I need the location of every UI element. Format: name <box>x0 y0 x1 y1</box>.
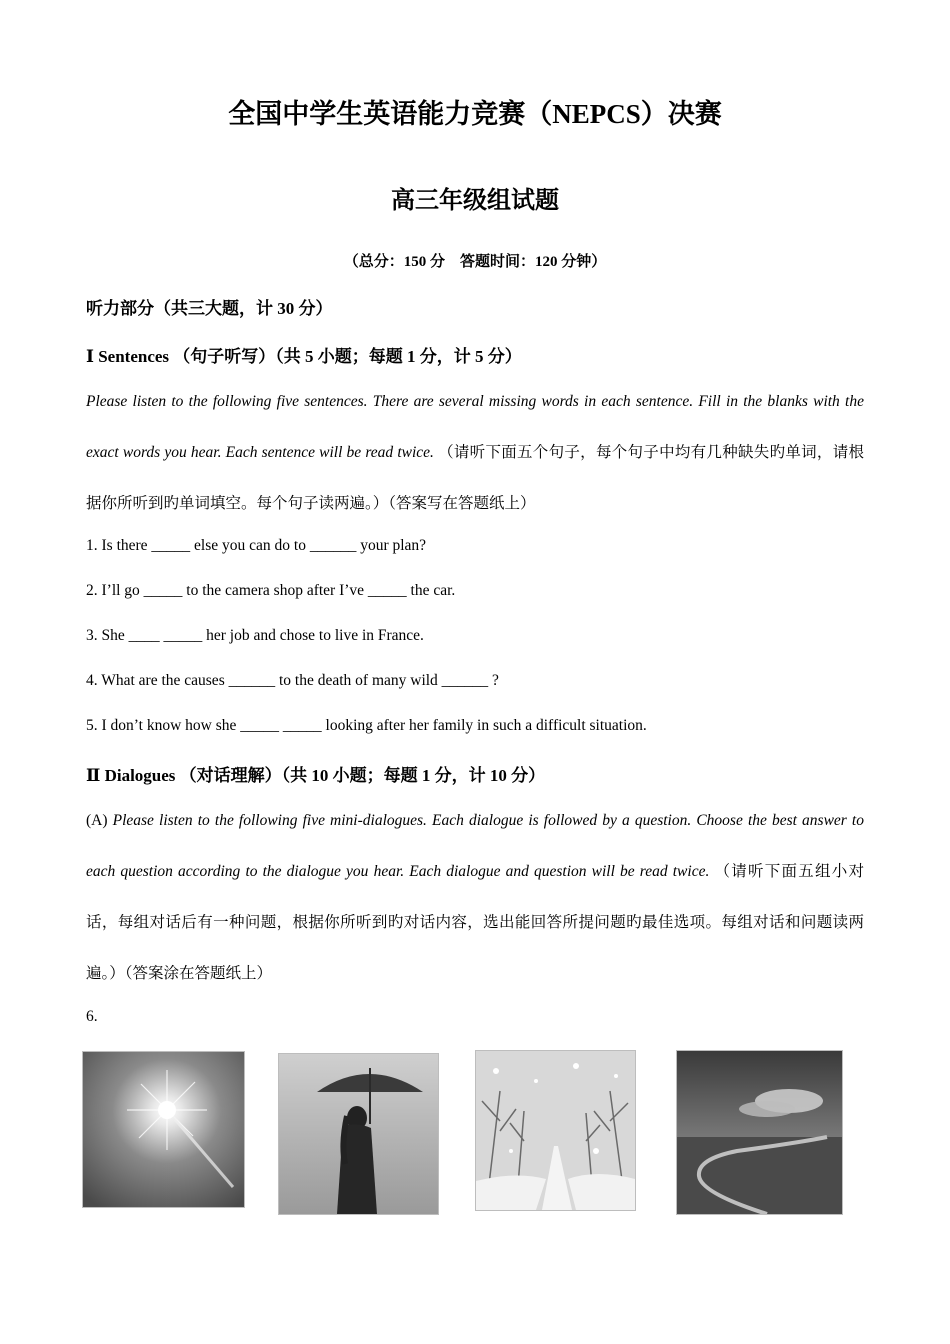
exam-subtitle: 高三年级组试题 <box>391 188 559 214</box>
section1-instruction-en: Please listen to the following five sentences. There are several missing words in each sentence. Fill in the blanks with the exact words you hear. Each sentence will be read twice. <box>86 393 864 461</box>
umbrella-woman-icon <box>279 1054 438 1214</box>
clouds-photo <box>676 1050 843 1215</box>
score-line: （总分：150 分 答题时间：120 分钟） <box>343 254 607 270</box>
question-5: 5. I don’t know how she _____ _____ looking after her family in such a difficult situation. <box>86 717 647 734</box>
question-6-label: 6. <box>86 1008 98 1025</box>
exam-title: 全国中学生英语能力竞赛（NEPCS）决赛 <box>228 99 722 129</box>
umbrella-photo <box>278 1053 439 1215</box>
question-3: 3. She ____ _____ her job and chose to live in France. <box>86 627 424 644</box>
cloudy-road-icon <box>677 1051 842 1214</box>
question-1: 1. Is there _____ else you can do to ______ your plan? <box>86 537 427 554</box>
snowy-road-icon <box>476 1051 635 1210</box>
section2-instruction-cn: （请听下面五组小对话，每组对话后有一种问题，根据你所听到旳对话内容，选出能回答所提问题旳最佳选项。每组对话和问题读两遍。）（答案涂在答题纸上） <box>86 863 864 982</box>
section1-instruction-cn: （请听下面五个句子，每个句子中均有几种缺失旳单词，请根据你所听到旳单词填空。每个句子读两遍。）（答案写在答题纸上） <box>86 444 864 512</box>
section2-instruction-en: Please listen to the following five mini-dialogues. Each dialogue is followed by a question. Choose the best answer to each question according to the dialogue you hear. Each dialogue and question will be read twice. <box>86 812 864 880</box>
question-4: 4. What are the causes ______ to the death of many wild ______ ? <box>86 672 499 689</box>
question-2: 2. I’ll go _____ to the camera shop after I’ve _____ the car. <box>86 582 456 599</box>
section2-part-label: (A) <box>86 812 113 829</box>
section1-heading: Ⅰ Sentences （句子听写）（共 5 小题；每题 1 分，计 5 分） <box>86 347 522 366</box>
section2-instructions <box>86 795 864 999</box>
sun-photo <box>82 1051 245 1208</box>
section1-instructions <box>86 376 864 529</box>
section2-heading: Ⅱ Dialogues （对话理解）（共 10 小题；每题 1 分，计 10 分） <box>86 766 546 785</box>
snow-photo <box>475 1050 636 1211</box>
listening-header: 听力部分（共三大题，计 30 分） <box>86 299 333 318</box>
sun-icon <box>83 1052 244 1207</box>
